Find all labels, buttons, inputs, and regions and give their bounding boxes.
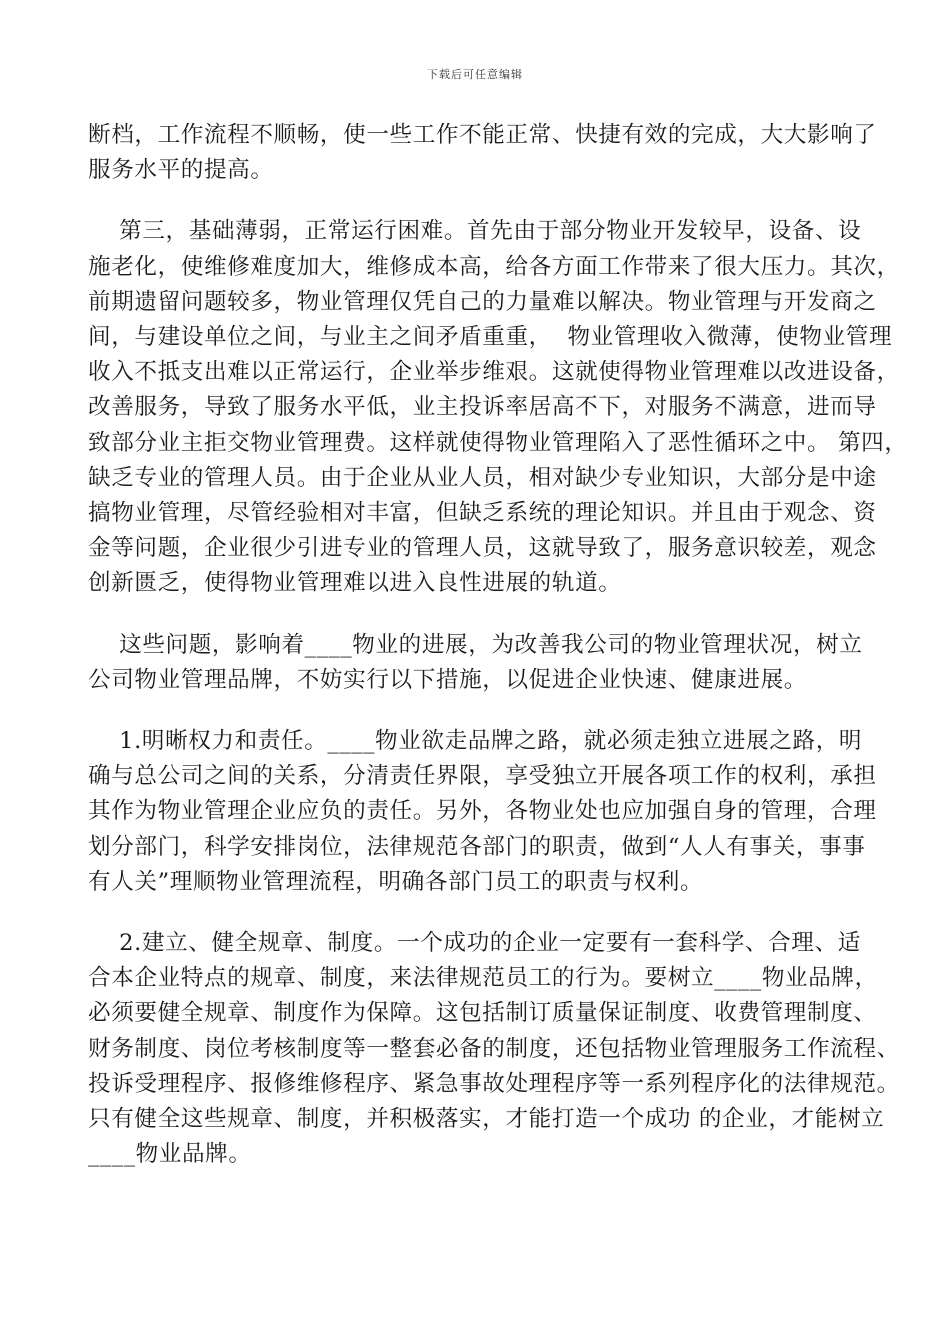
- paragraph-5: [88, 926, 900, 1172]
- text-line: 其作为物业管理企业应负的责任。另外，各物业处也应加强自身的管理，合理: [88, 798, 877, 825]
- text-line: 确与总公司之间的关系，分清责任界限，享受独立开展各项工作的权利，承担: [88, 763, 877, 790]
- text-line: 2.建立、健全规章、制度。一个成功的企业一定要有一套科学、合理、适: [88, 930, 861, 957]
- text-line: 第三，基础薄弱，正常运行困难。首先由于部分物业开发较早，设备、设: [88, 218, 862, 245]
- text-line: 缺乏专业的管理人员。由于企业从业人员，相对缺少专业知识，大部分是中途: [88, 464, 877, 491]
- text-line: 致部分业主拒交物业管理费。这样就使得物业管理陷入了恶性循环之中。 第四，: [88, 429, 908, 456]
- text-line: 施老化，使维修难度加大，维修成本高，给各方面工作带来了很大压力。其次，: [88, 253, 900, 280]
- text-line: 财务制度、岗位考核制度等一整套必备的制度，还包括物业管理服务工作流程、: [88, 1035, 900, 1062]
- text-line: 划分部门，科学安排岗位，法律规范各部门的职责，做到“人人有事关，事事: [88, 833, 866, 860]
- text-line: 前期遗留问题较多，物业管理仅凭自己的力量难以解决。物业管理与开发商之: [88, 288, 877, 315]
- text-line: 只有健全这些规章、制度，并积极落实，才能打造一个成功 的企业，才能树立: [88, 1106, 885, 1133]
- text-line: 1.明晰权力和责任。____物业欲走品牌之路，就必须走独立进展之路，明: [88, 728, 863, 755]
- text-line: 断档，工作流程不顺畅，使一些工作不能正常、快捷有效的完成，大大影响了: [88, 122, 877, 148]
- paragraph-2: [88, 214, 908, 601]
- text-line: 必须要健全规章、制度作为保障。这包括制订质量保证制度、收费管理制度、: [88, 1000, 877, 1027]
- text-line: 创新匮乏，使得物业管理难以进入良性进展的轨道。: [88, 570, 622, 597]
- text-line: 这些问题，影响着____物业的进展，为改善我公司的物业管理状况，树立: [88, 631, 863, 658]
- text-line: 有人关”理顺物业管理流程，明确各部门员工的职责与权利。: [88, 868, 704, 895]
- paragraph-4: [88, 724, 877, 900]
- text-line: 间，与建设单位之间，与业主之间矛盾重重， 物业管理收入微薄，使物业管理: [88, 324, 893, 351]
- text-line: 金等问题，企业很少引进专业的管理人员，这就导致了，服务意识较差，观念: [88, 535, 877, 562]
- text-line: 收入不抵支出难以正常运行，企业举步维艰。这就使得物业管理难以改进设备，: [88, 359, 900, 386]
- page-header-note: 下载后可任意编辑: [427, 68, 523, 81]
- text-line: 改善服务，导致了服务水平低，业主投诉率居高不下，对服务不满意，进而导: [88, 394, 877, 421]
- text-line: 搞物业管理，尽管经验相对丰富，但缺乏系统的理论知识。并且由于观念、资: [88, 500, 877, 527]
- text-line: 服务水平的提高。: [88, 157, 274, 184]
- text-line: 公司物业管理品牌，不妨实行以下措施，以促进企业快速、健康进展。: [88, 666, 808, 693]
- paragraph-1: [88, 118, 877, 188]
- paragraph-3: [88, 628, 868, 698]
- text-line: ____物业品牌。: [88, 1141, 252, 1168]
- text-line: 合本企业特点的规章、制度，来法律规范员工的行为。要树立____物业品牌，: [88, 965, 878, 992]
- text-line: 投诉受理程序、报修维修程序、紧急事故处理程序等一系列程序化的法律规范。: [88, 1070, 900, 1097]
- document-body: [88, 118, 908, 1172]
